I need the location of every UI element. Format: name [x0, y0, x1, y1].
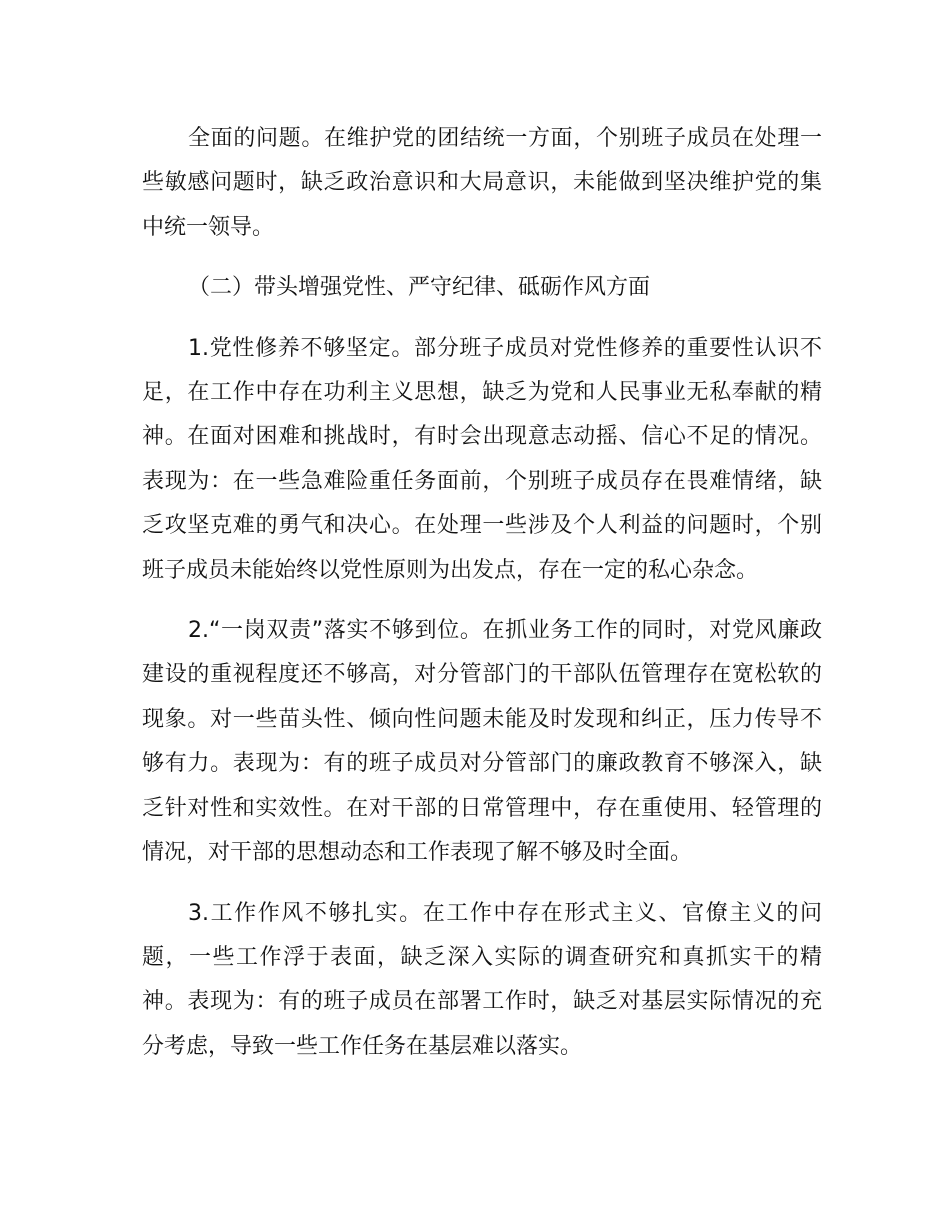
paragraph-item-1: 1.党性修养不够坚定。部分班子成员对党性修养的重要性认识不足，在工作中存在功利主义思想，缺乏为党和人民事业无私奉献的精神。在面对困难和挑战时，有时会出现意志动摇、信心不足的情况。表现为：在一些急难险重任务面前，个别班子成员存在畏难情绪，缺乏攻坚克难的勇气和决心。在处理一些涉及个人利益的问题时，个别班子成员未能始终以党性原则为出发点，存在一定的私心杂念。: [142, 335, 822, 583]
document-body: [142, 117, 822, 1069]
paragraph-item-2: 2.“一岗双责”落实不够到位。在抓业务工作的同时，对党风廉政建设的重视程度还不够高，对分管部门的干部队伍管理存在宽松软的现象。对一些苗头性、倾向性问题未能及时发现和纠正，压力传导不够有力。表现为：有的班子成员对分管部门的廉政教育不够深入，缺乏针对性和实效性。在对干部的日常管理中，存在重使用、轻管理的情况，对干部的思想动态和工作表现了解不够及时全面。: [142, 618, 822, 866]
paragraph-continuation: 全面的问题。在维护党的团结统一方面，个别班子成员在处理一些敏感问题时，缺乏政治意识和大局意识，未能做到坚决维护党的集中统一领导。: [142, 126, 822, 240]
paragraph-item-3: 3.工作作风不够扎实。在工作中存在形式主义、官僚主义的问题，一些工作浮于表面，缺乏深入实际的调查研究和真抓实干的精神。表现为：有的班子成员在部署工作时，缺乏对基层实际情况的充分考虑，导致一些工作任务在基层难以落实。: [142, 900, 822, 1059]
section-heading: （二）带头增强党性、严守纪律、砥砺作风方面: [188, 275, 651, 301]
